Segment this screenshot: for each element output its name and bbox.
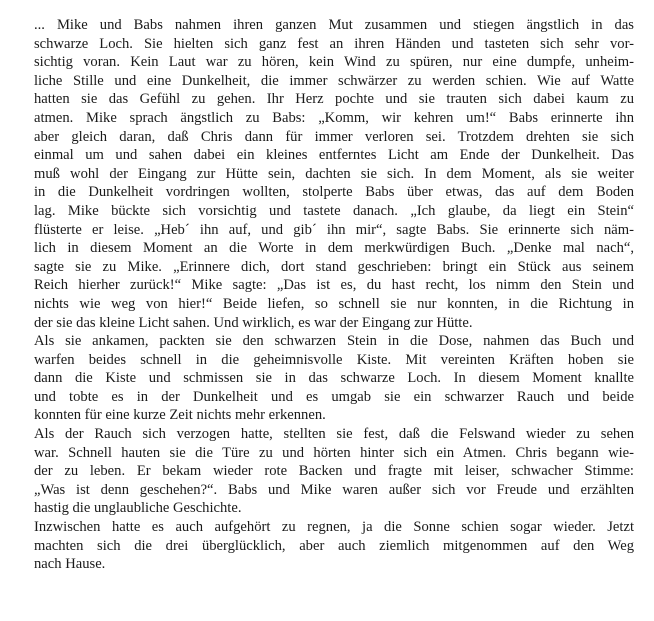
text-line: der sie das kleine Licht sahen. Und wirklich, es war der Eingang zur Hütte.: [34, 314, 473, 331]
text-line: flüsterte er leise. „Heb´ ihn auf, und gib´ ihn mir“, sagte Babs. Sie erinnerte sich näm-: [34, 221, 634, 238]
text-line: sichtig voran. Kein Laut war zu hören, kein Wind zu spüren, nur eine dumpfe, unheim-: [34, 54, 634, 71]
text-line: liche Stille und eine Dunkelheit, die immer schwärzer zu werden schien. Wie auf Watte: [34, 72, 634, 89]
paragraph-3: [34, 425, 634, 518]
text-line: nach Hause.: [34, 556, 106, 573]
text-line: Als der Rauch sich verzogen hatte, stellten sie fest, daß die Felswand wieder zu sehen: [34, 426, 634, 443]
text-line: hastig die unglaubliche Geschichte.: [34, 500, 242, 517]
text-line: atmen. Mike sprach ängstlich zu Babs: „Komm, wir kehren um!“ Babs erinnerte ihn: [34, 109, 634, 126]
text-line: schwarze Loch. Sie hielten sich ganz fest an ihren Händen und tasteten sich sehr vor-: [34, 35, 634, 52]
text-line: machten sich die drei überglücklich, aber auch ziemlich mitgenommen auf den Weg: [34, 537, 634, 554]
text-line: lich in diesem Moment an die Worte in dem merkwürdigen Buch. „Denke mal nach“,: [34, 240, 634, 257]
text-line: Als sie ankamen, packten sie den schwarzen Stein in die Dose, nahmen das Buch und: [34, 333, 634, 350]
text-line: lag. Mike bückte sich vorsichtig und tastete danach. „Ich glaube, da liegt ein Stein“: [34, 202, 634, 219]
text-line: „Was ist denn geschehen?“. Babs und Mike waren außer sich vor Freude und erzählten: [34, 481, 634, 498]
text-line: muß wohl der Eingang zur Hütte sein, dachten sie sich. In dem Moment, als sie weiter: [34, 165, 634, 182]
story-text: [34, 16, 634, 574]
text-line: konnten für eine kurze Zeit nichts mehr erkennen.: [34, 407, 326, 424]
text-line: Inzwischen hatte es auch aufgehört zu regnen, ja die Sonne schien sogar wieder. Jetzt: [34, 519, 634, 536]
text-line: hatten sie das Gefühl zu gehen. Ihr Herz pochte und sie trauten sich dabei kaum zu: [34, 91, 634, 108]
text-line: sagte sie zu Mike. „Erinnere dich, dort stand geschrieben: bringt ein Stück aus seinem: [34, 258, 634, 275]
text-line: war. Schnell hauten sie die Türe zu und hörten hinter sich ein Atmen. Chris begann wie-: [34, 444, 634, 461]
text-line: einmal um und sahen dabei ein kleines entferntes Licht am Ende der Dunkelheit. Das: [34, 147, 634, 164]
text-line: nichts wie weg von hier!“ Beide liefen, so schnell sie nur konnten, in die Richtung in: [34, 295, 634, 312]
text-line: dann die Kiste und schmissen sie in das schwarze Loch. In diesem Moment knallte: [34, 370, 634, 387]
paragraph-1: [34, 16, 634, 332]
paragraph-4: [34, 518, 634, 574]
text-line: der zu leben. Er bekam wieder rote Backen und fragte mit leiser, schwacher Stimme:: [34, 463, 634, 480]
text-line: ... Mike und Babs nahmen ihren ganzen Mut zusammen und stiegen ängstlich in das: [34, 17, 634, 33]
text-line: und tobte es in der Dunkelheit und es umgab sie ein schwarzer Rauch und beide: [34, 388, 634, 405]
text-line: in die Dunkelheit vordringen wollten, stolperte Babs über etwas, das auf dem Boden: [34, 184, 634, 201]
text-line: warfen beides schnell in die geheimnisvolle Kiste. Mit vereinten Kräften hoben sie: [34, 351, 634, 368]
paragraph-2: [34, 332, 634, 425]
text-line: Reich hierher zurück!“ Mike sagte: „Das ist es, du hast recht, los nimm den Stein und: [34, 277, 634, 294]
text-line: aber gleich daran, daß Chris dann für immer verloren sei. Trotzdem drehten sie sich: [34, 128, 634, 145]
